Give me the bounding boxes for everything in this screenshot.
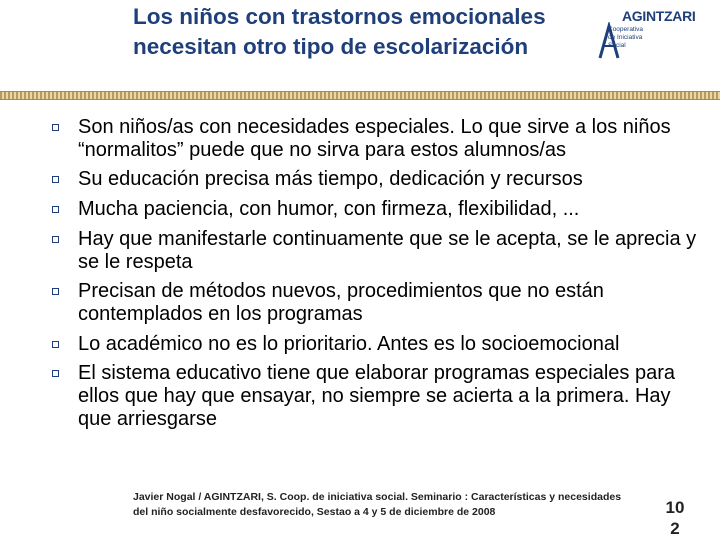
slide-title: Los niños con trastornos emocionales necesitan otro tipo de escolarización [133,4,546,59]
bullet-item: Son niños/as con necesidades especiales. Lo que sirve a los niños “normalitos” puede que no sirva para estos alumnos/as [52,116,702,161]
page-number: 10 2 [665,498,685,538]
bullet-square-icon [52,236,59,243]
logo-name: AGINTZARI [622,8,696,24]
bullet-item: Lo académico no es lo prioritario. Antes es lo socioemocional [52,333,702,356]
bullet-square-icon [52,124,59,131]
title-divider [0,91,720,100]
bullet-item: El sistema educativo tiene que elaborar programas especiales para ellos que hay que ensayar, no siempre se acierta a la primera. Hay que arriesgarse [52,362,702,430]
bullet-item: Su educación precisa más tiempo, dedicación y recursos [52,168,702,191]
agintzari-logo [596,8,696,78]
bullet-square-icon [52,370,59,377]
bullet-item: Hay que manifestarle continuamente que se le acepta, se le aprecia y se le respeta [52,228,702,273]
logo-subtitle: Cooperativa de Iniciativa Social [608,26,644,49]
slide-footer: Javier Nogal / AGINTZARI, S. Coop. de iniciativa social. Seminario : Características y necesidades del niño socialmente desfavorecido, Sestao a 4 y 5 de diciembre de 2008 [133,491,622,518]
bullet-square-icon [52,206,59,213]
bullet-square-icon [52,341,59,348]
bullet-item: Mucha paciencia, con humor, con firmeza, flexibilidad, ... [52,198,702,221]
bullet-square-icon [52,176,59,183]
bullet-item: Precisan de métodos nuevos, procedimientos que no están contemplados en los programas [52,280,702,325]
bullet-square-icon [52,288,59,295]
bullet-list [52,116,702,437]
